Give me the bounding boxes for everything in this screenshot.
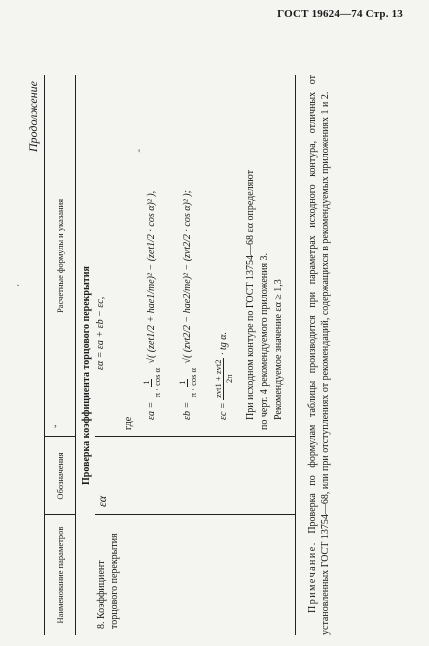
parameter-table [44,75,296,635]
page-header: ГОСТ 19624—74 Стр. 13 [277,8,403,20]
eps-c-den: 2π [224,374,234,383]
column-header-formulas: Расчетные формулы и указания [55,198,65,314]
table-header-row [45,75,76,635]
footnote-text: Проверка по формулам таблицы производится при параметрах исходного контура, отличных от установленных ГОСТ 13754—68, или при отступлениях от рекомендаций, содержащихся в рекомендуемых приложениях 1 и 2. [307,75,331,635]
eps-c-fraction [213,358,234,400]
formula-eps-a [141,191,162,420]
stray-mark: · [16,278,20,292]
column-header-symbol: Обозначения [55,452,65,500]
column-divider [45,514,75,515]
eps-a-coef-num: 1 [141,380,151,385]
stray-mark: ' [138,146,141,160]
formula-note-3: Рекомендуемое значение εα ≥ 1,3 [273,279,284,420]
formula-main: εα = εa + εb − εc, [95,296,106,370]
column-divider [95,436,295,437]
eps-b-sqrt: √( (zvt2/2 − hae2/me)² − (zvt2/2 · cos α)² ); [181,189,193,364]
rotated-content [24,75,404,635]
eps-c-tail: · tg α. [217,332,229,356]
eps-c-lhs: εc = [217,402,229,420]
table-footnote [306,75,332,635]
formula-where: где [123,416,134,430]
parameter-name: 8. Коэффициент торцового перекрытия [96,533,120,629]
section-title: Проверка коэффициента торцового перекрытия [81,266,92,485]
column-divider [45,436,75,437]
formula-note-1: При исходном контуре по ГОСТ 13754—68 εα определяют [245,170,256,420]
eps-b-coefficient [177,366,198,399]
eps-a-lhs: εa = [145,401,157,420]
stray-mark: , [54,415,57,429]
eps-a-coef-den: π · cos α [152,368,162,398]
continuation-label: Продолжение [26,81,40,153]
eps-a-sqrt: √( (zet1/2 + hae1/me)² − (zet1/2 · cos α)² ), [145,190,157,364]
eps-b-coef-den: π · cos α [188,368,198,398]
column-header-parameter: Наименование параметров [55,526,65,624]
eps-a-coefficient [141,366,162,399]
formula-eps-b [177,190,198,420]
footnote-label: Примечание. [307,541,318,613]
parameter-symbol: εα [95,495,109,507]
formula-eps-c [213,332,234,420]
eps-c-num: zvt1 + zvt2 [213,359,223,398]
column-divider [95,514,295,515]
eps-b-coef-num: 1 [177,380,187,385]
eps-b-lhs: εb = [181,401,193,420]
formula-note-2: по черт. 4 рекомендуемого приложения 3. [259,252,270,430]
